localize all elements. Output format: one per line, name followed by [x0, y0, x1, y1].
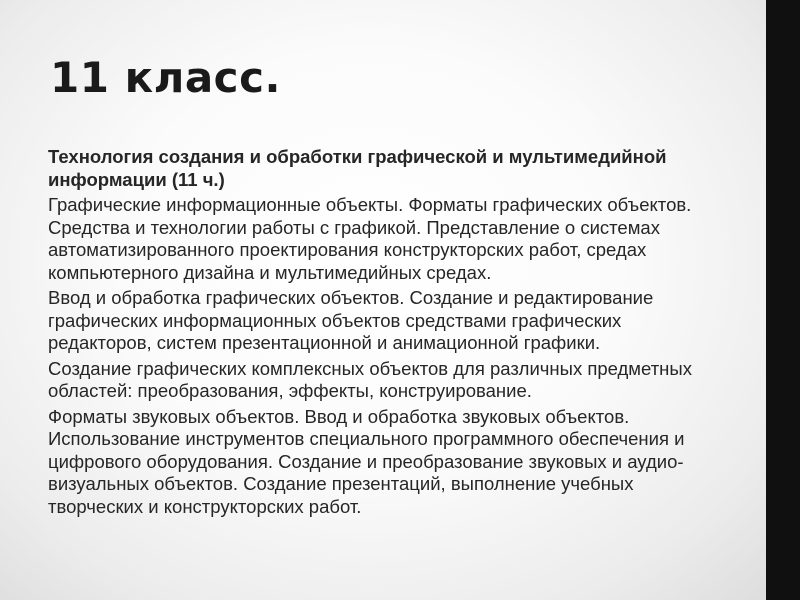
slide-title: 11 класс.	[50, 53, 281, 102]
slide-body	[48, 146, 708, 521]
paragraph-sound-objects: Форматы звуковых объектов. Ввод и обработка звуковых объектов. Использование инструментов специального программного обеспечения и цифрового оборудования. Создание и преобразование звуковых и аудио-визуальных объектов. Создание презентаций, выполнение учебных творческих и конструкторских работ.	[48, 405, 685, 517]
paragraph-complex-objects: Создание графических комплексных объектов для различных предметных областей: преобразования, эффекты, конструирование.	[48, 357, 692, 401]
paragraph-graphic-objects: Графические информационные объекты. Форматы графических объектов. Средства и технологии работы с графикой. Представление о системах автоматизированного проектирования конструкторских работ, средах компьютерного дизайна и мультимедийных средах.	[48, 194, 692, 283]
slide-side-panel	[766, 0, 800, 600]
paragraph-input-processing: Ввод и обработка графических объектов. Создание и редактирование графических информационных объектов средствами графических редакторов, систем презентационной и анимационной графики.	[48, 287, 654, 353]
slide-subtitle: Технология создания и обработки графической и мультимедийной информации (11 ч.)	[48, 146, 667, 190]
